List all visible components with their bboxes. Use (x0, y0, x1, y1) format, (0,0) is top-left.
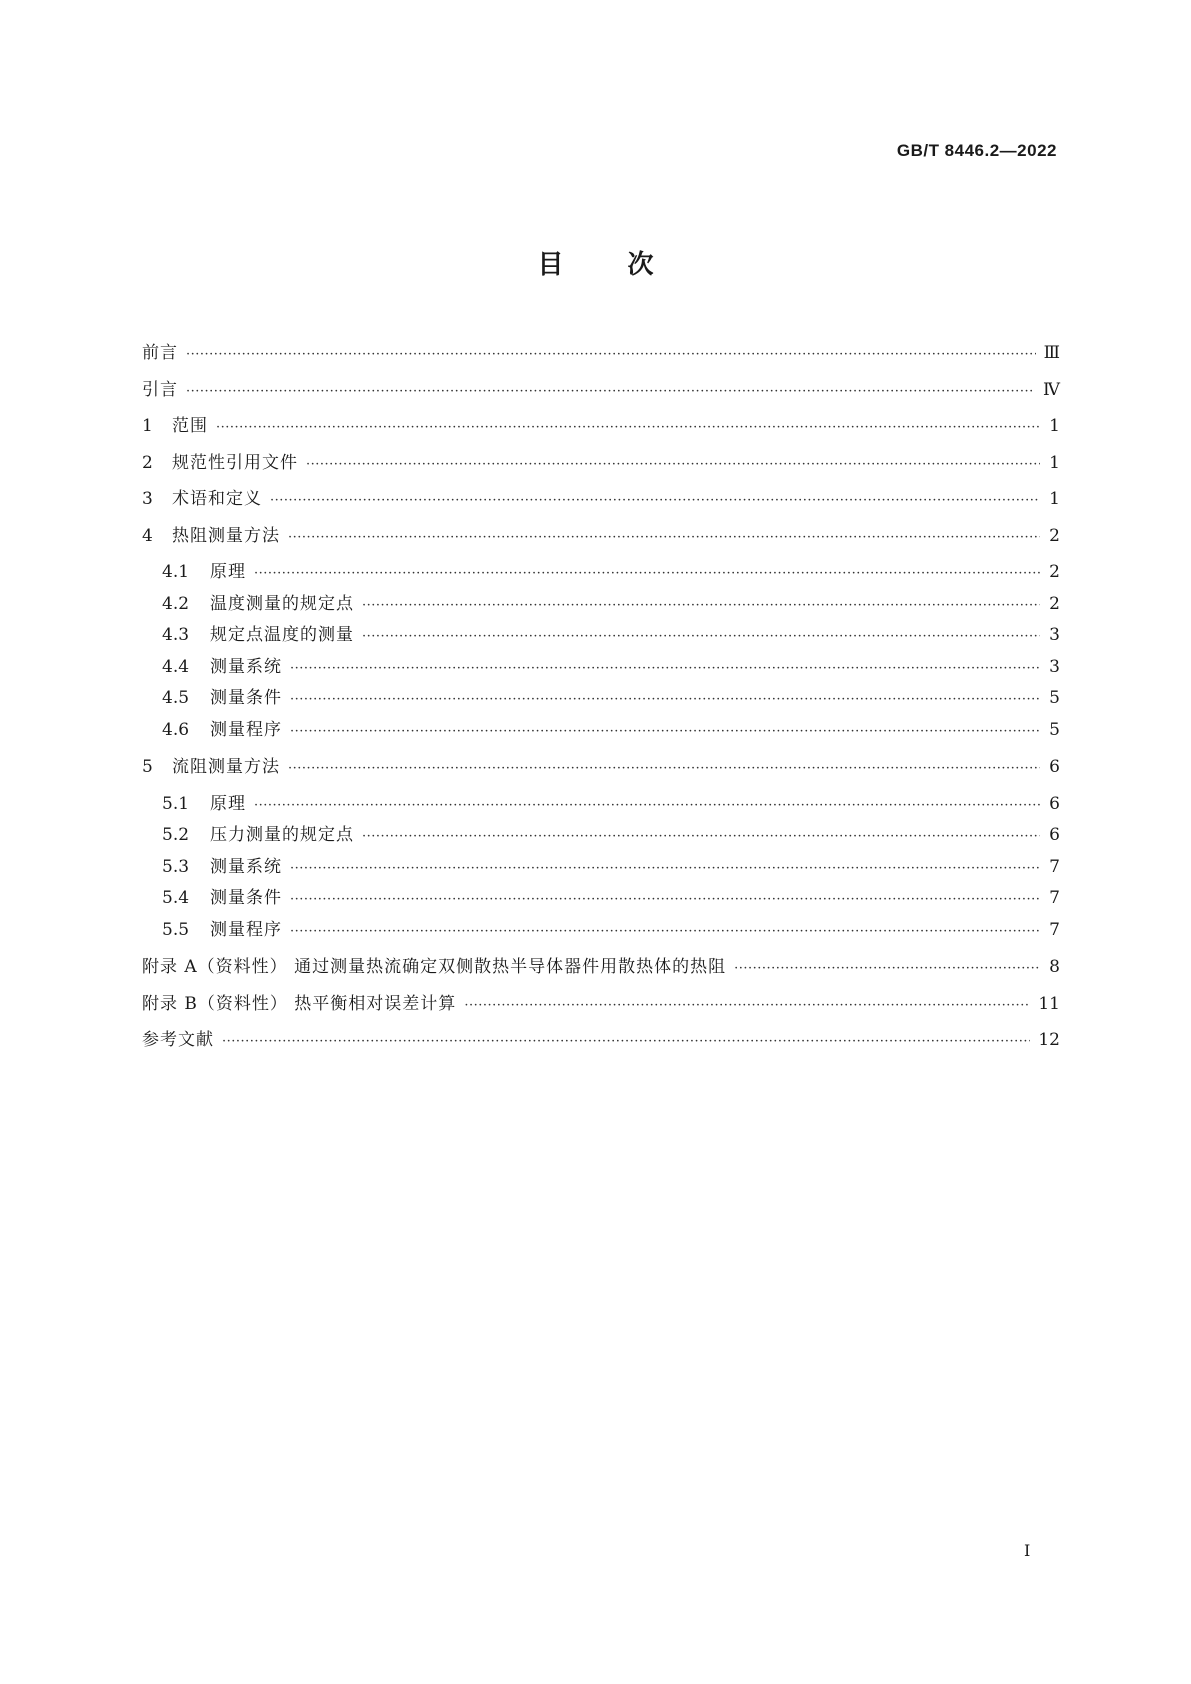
table-of-contents (142, 338, 1060, 1062)
toc-entry[interactable] (142, 411, 1060, 448)
dot-leader (270, 493, 1040, 508)
toc-entry[interactable] (142, 620, 1060, 652)
toc-entry-page: Ⅲ (1043, 343, 1060, 363)
dot-leader (216, 420, 1040, 435)
toc-entry-label: 测量系统 (210, 656, 282, 677)
toc-entry-label: 测量系统 (210, 856, 282, 877)
toc-entry-label: 前言 (142, 343, 178, 363)
toc-entry-label: 测量程序 (210, 919, 282, 940)
toc-entry-label: 附录 A（资料性） 通过测量热流确定双侧散热半导体器件用散热体的热阻 (142, 957, 727, 977)
toc-entry[interactable] (142, 683, 1060, 715)
dot-leader (288, 530, 1040, 545)
dot-leader (362, 829, 1040, 844)
toc-entry-number: 4.4 (162, 656, 190, 677)
toc-entry-label: 范围 (172, 416, 208, 436)
toc-entry-label: 规定点温度的测量 (210, 625, 354, 645)
toc-entry-number: 1 (142, 416, 153, 436)
dot-leader (290, 861, 1040, 876)
toc-entry-number: 4.1 (162, 562, 190, 582)
toc-entry-label: 测量条件 (210, 888, 282, 908)
toc-entry-page: Ⅳ (1043, 379, 1060, 400)
toc-entry-page: 8 (1049, 957, 1060, 977)
toc-entry-number: 2 (142, 452, 153, 473)
toc-entry-page: 7 (1049, 919, 1060, 940)
standard-code: GB/T 8446.2—2022 (896, 141, 1057, 160)
dot-leader (464, 998, 1030, 1013)
dot-leader (288, 761, 1040, 776)
dot-leader (290, 661, 1040, 676)
toc-entry-page: 1 (1049, 452, 1060, 473)
dot-leader (186, 347, 1036, 362)
toc-entry[interactable] (142, 1025, 1060, 1062)
toc-entry-page: 6 (1049, 793, 1060, 814)
toc-entry[interactable] (142, 715, 1060, 747)
toc-entry-page: 3 (1049, 656, 1060, 677)
dot-leader (290, 924, 1040, 939)
toc-entry-label: 附录 B（资料性） 热平衡相对误差计算 (142, 993, 457, 1014)
toc-entry-page: 1 (1049, 489, 1060, 509)
toc-entry[interactable] (142, 652, 1060, 684)
toc-entry-page: 2 (1049, 593, 1060, 614)
toc-entry-number: 5.1 (162, 793, 190, 814)
dot-leader (362, 629, 1040, 644)
dot-leader (734, 961, 1040, 976)
toc-entry-label: 引言 (142, 379, 178, 400)
toc-entry-label: 原理 (210, 562, 246, 582)
toc-entry[interactable] (142, 883, 1060, 915)
toc-entry-number: 4.5 (162, 688, 190, 708)
toc-entry[interactable] (142, 820, 1060, 852)
toc-entry-number: 5.4 (162, 888, 190, 908)
toc-entry[interactable] (142, 752, 1060, 789)
toc-entry-number: 3 (142, 489, 153, 509)
toc-entry-page: 6 (1049, 825, 1060, 845)
toc-entry[interactable] (142, 557, 1060, 589)
toc-entry[interactable] (142, 448, 1060, 485)
toc-entry-number: 5 (142, 757, 153, 777)
toc-entry-page: 12 (1038, 1030, 1060, 1050)
dot-leader (306, 457, 1040, 472)
page-title: 目次 (537, 250, 718, 280)
toc-entry[interactable] (142, 852, 1060, 884)
toc-entry[interactable] (142, 789, 1060, 821)
toc-entry[interactable] (142, 589, 1060, 621)
toc-entry-page: 1 (1049, 416, 1060, 436)
toc-entry-label: 原理 (210, 793, 246, 814)
toc-entry-number: 4.6 (162, 719, 190, 740)
toc-entry-label: 测量条件 (210, 688, 282, 708)
toc-entry[interactable] (142, 952, 1060, 989)
toc-entry-page: 2 (1049, 562, 1060, 582)
dot-leader (254, 566, 1040, 581)
toc-entry-label: 压力测量的规定点 (210, 825, 354, 845)
toc-entry-number: 5.5 (162, 919, 190, 940)
dot-leader (290, 692, 1040, 707)
toc-entry-page: 3 (1049, 625, 1060, 645)
dot-leader (222, 1034, 1030, 1049)
dot-leader (186, 384, 1035, 399)
toc-entry-page: 6 (1049, 757, 1060, 777)
toc-entry[interactable] (142, 989, 1060, 1026)
page-number: Ⅰ (1024, 1541, 1031, 1560)
toc-entry-page: 2 (1049, 525, 1060, 546)
dot-leader (290, 892, 1040, 907)
toc-entry-page: 11 (1038, 993, 1060, 1014)
toc-entry[interactable] (142, 375, 1060, 412)
toc-entry[interactable] (142, 521, 1060, 558)
toc-entry-label: 规范性引用文件 (172, 452, 298, 473)
toc-entry-page: 5 (1049, 688, 1060, 708)
toc-entry-label: 测量程序 (210, 719, 282, 740)
toc-entry[interactable] (142, 484, 1060, 521)
toc-entry-page: 7 (1049, 856, 1060, 877)
toc-entry-label: 热阻测量方法 (172, 525, 280, 546)
toc-entry-label: 流阻测量方法 (172, 757, 280, 777)
toc-entry-number: 4.3 (162, 625, 190, 645)
toc-entry-number: 4.2 (162, 593, 190, 614)
toc-entry-label: 术语和定义 (172, 489, 262, 509)
toc-entry-label: 温度测量的规定点 (210, 593, 354, 614)
toc-entry-number: 5.3 (162, 856, 190, 877)
toc-entry-label: 参考文献 (142, 1030, 214, 1050)
dot-leader (290, 724, 1040, 739)
dot-leader (254, 798, 1040, 813)
toc-entry-number: 5.2 (162, 825, 190, 845)
toc-entry-number: 4 (142, 525, 153, 546)
dot-leader (362, 598, 1040, 613)
toc-entry[interactable] (142, 338, 1060, 375)
toc-entry-page: 5 (1049, 719, 1060, 740)
toc-entry[interactable] (142, 915, 1060, 947)
toc-entry-page: 7 (1049, 888, 1060, 908)
